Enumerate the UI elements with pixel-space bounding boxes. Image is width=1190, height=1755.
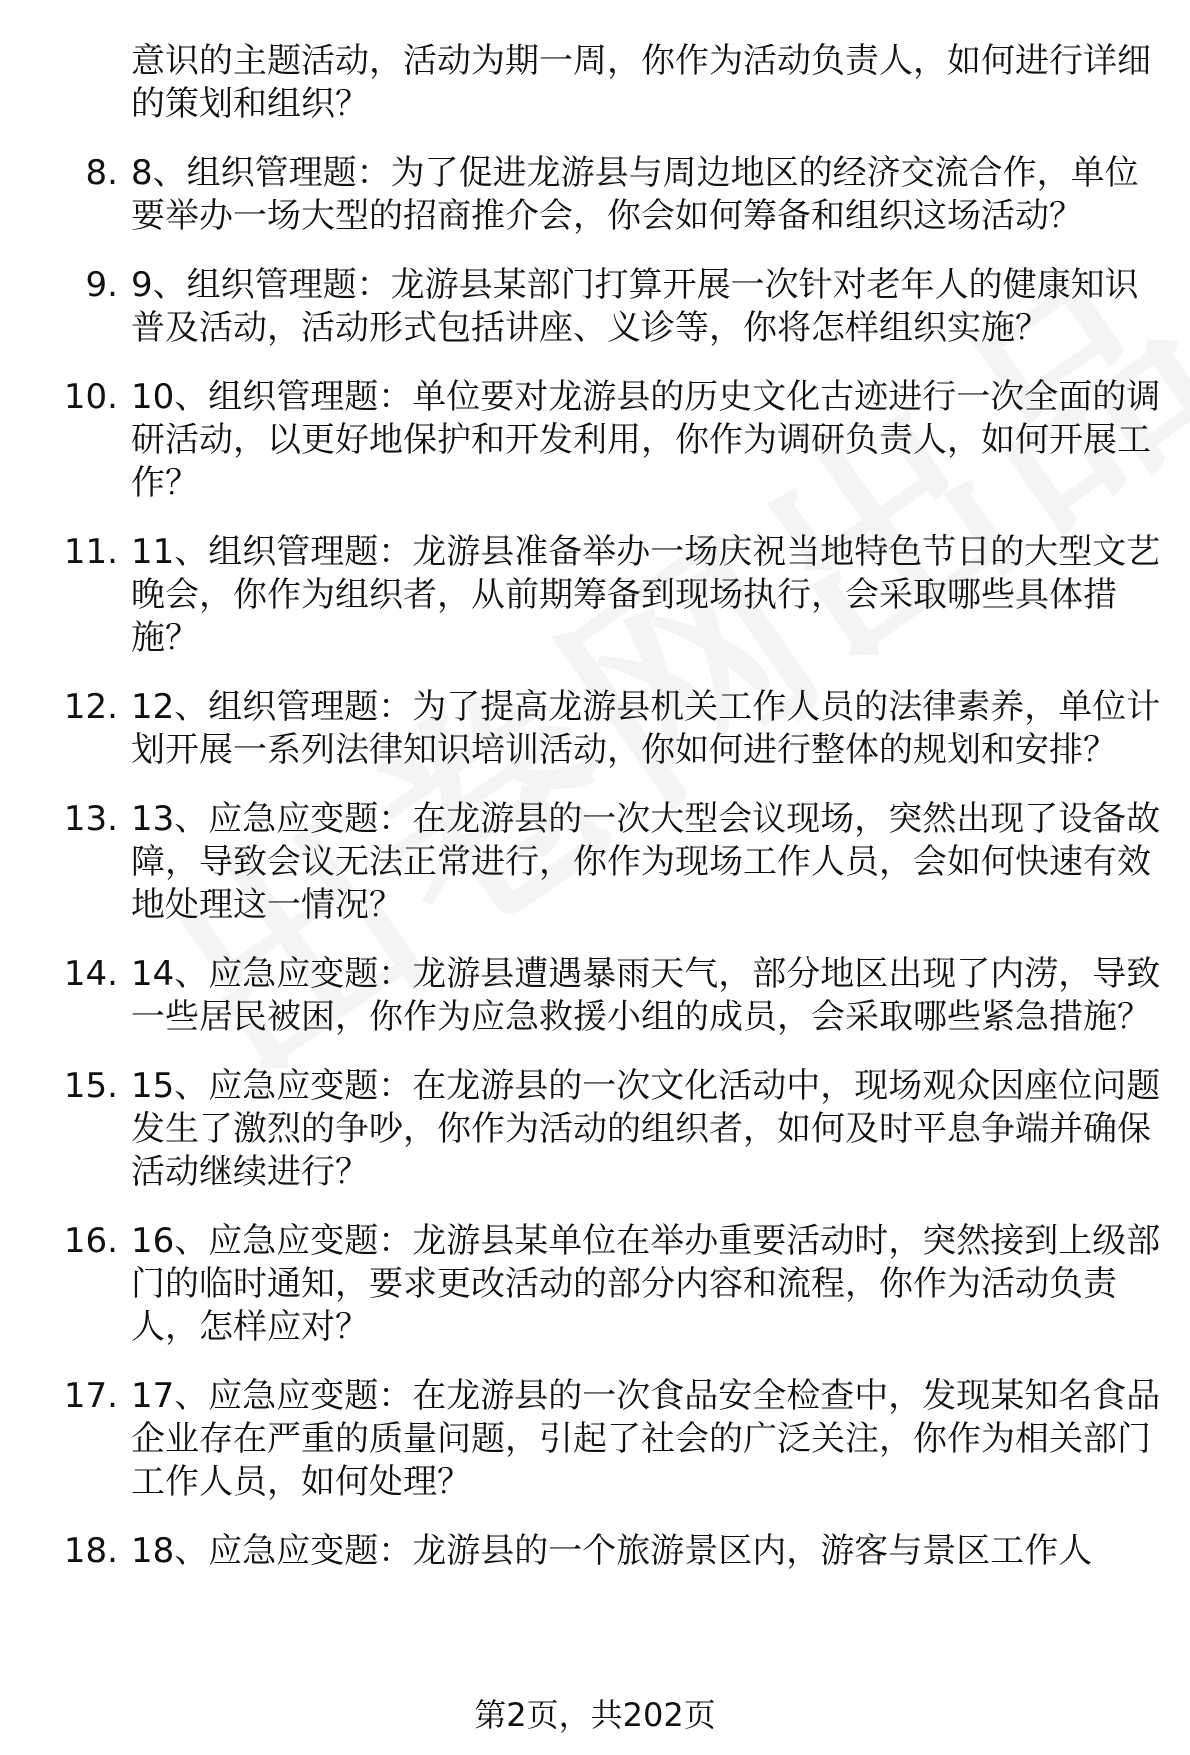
list-item <box>63 1065 1171 1194</box>
continuation-paragraph: 意识的主题活动，活动为期一周，你作为活动负责人，如何进行详细的策划和组织？ <box>131 41 1151 124</box>
list-item-number: 17. <box>63 1376 118 1416</box>
list-item-text: 11、组织管理题：龙游县准备举办一场庆祝当地特色节日的大型文艺晚会，你作为组织者，从前期筹备到现场执行，会采取哪些具体措施？ <box>131 532 1161 658</box>
list-item <box>63 531 1171 660</box>
list-item-text: 12、组织管理题：为了提高龙游县机关工作人员的法律素养，单位计划开展一系列法律知识培训活动，你如何进行整体的规划和安排？ <box>131 687 1161 770</box>
list-item <box>63 953 1171 1039</box>
list-item-number: 15. <box>63 1066 118 1106</box>
document-body <box>0 40 1190 1599</box>
list-item-text: 8、组织管理题：为了促进龙游县与周边地区的经济交流合作，单位要举办一场大型的招商推介会，你会如何筹备和组织这场活动？ <box>131 153 1139 236</box>
list-item-number: 11. <box>63 532 118 572</box>
list-item <box>63 686 1171 772</box>
list-item-text: 18、应急应变题：龙游县的一个旅游景区内，游客与景区工作人 <box>131 1531 1093 1571</box>
list-item-number: 10. <box>63 377 118 417</box>
list-item-number: 18. <box>63 1531 118 1571</box>
list-item <box>85 152 1171 238</box>
list-item <box>63 1530 1171 1573</box>
list-item-number: 13. <box>63 799 118 839</box>
list-item-number: 8. <box>85 153 118 193</box>
list-item-number: 14. <box>63 954 118 994</box>
list-item <box>63 798 1171 927</box>
list-item-number: 16. <box>63 1221 118 1261</box>
list-item-number: 12. <box>63 687 118 727</box>
list-item-text: 10、组织管理题：单位要对龙游县的历史文化古迹进行一次全面的调研活动，以更好地保护和开发利用，你作为调研负责人，如何开展工作？ <box>131 377 1161 503</box>
page-footer: 第2页，共202页 <box>474 1696 716 1734</box>
list-item <box>63 1220 1171 1349</box>
list-item-text: 13、应急应变题：在龙游县的一次大型会议现场，突然出现了设备故障，导致会议无法正常进行，你作为现场工作人员，会如何快速有效地处理这一情况？ <box>131 799 1161 925</box>
list-item-number: 9. <box>85 265 118 305</box>
list-item-text: 14、应急应变题：龙游县遭遇暴雨天气，部分地区出现了内涝，导致一些居民被困，你作为应急救援小组的成员，会采取哪些紧急措施？ <box>131 954 1161 1037</box>
list-item-text: 17、应急应变题：在龙游县的一次食品安全检查中，发现某知名食品企业存在严重的质量问题，引起了社会的广泛关注，你作为相关部门工作人员，如何处理？ <box>131 1376 1161 1502</box>
list-item-text: 9、组织管理题：龙游县某部门打算开展一次针对老年人的健康知识普及活动，活动形式包括讲座、义诊等，你将怎样组织实施？ <box>131 265 1139 348</box>
list-item-text: 16、应急应变题：龙游县某单位在举办重要活动时，突然接到上级部门的临时通知，要求更改活动的部分内容和流程，你作为活动负责人，怎样应对？ <box>131 1221 1161 1347</box>
list-item <box>63 1375 1171 1504</box>
list-item <box>85 264 1171 350</box>
list-item-text: 15、应急应变题：在龙游县的一次文化活动中，现场观众因座位问题发生了激烈的争吵，你作为活动的组织者，如何及时平息争端并确保活动继续进行？ <box>131 1066 1161 1192</box>
list-item <box>63 376 1171 505</box>
